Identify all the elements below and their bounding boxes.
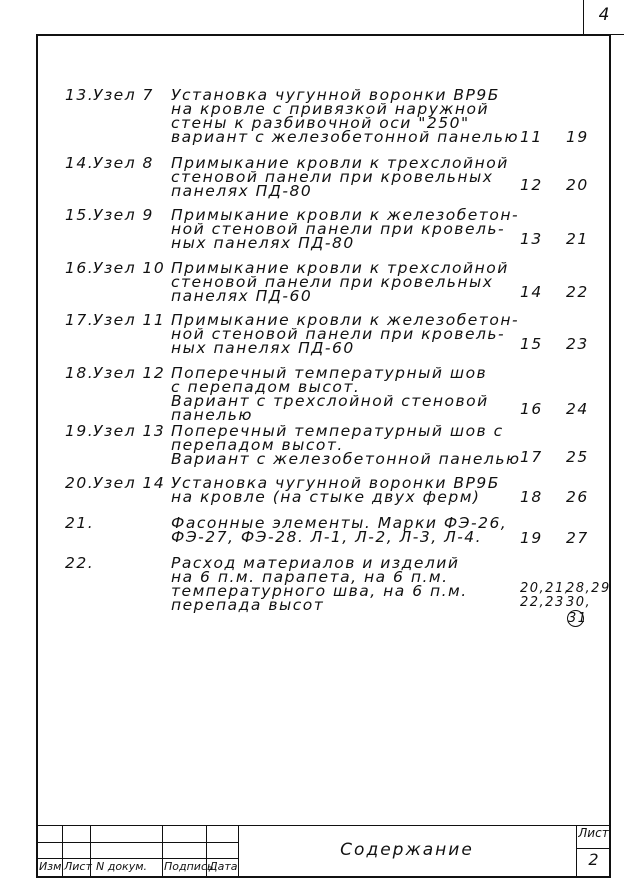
title-block-line <box>38 858 238 859</box>
title-block-line <box>38 842 238 843</box>
description-line: на кровле (на стыке двух ферм) <box>171 488 481 506</box>
description-line: Примыкание кровли к железобетон- <box>171 206 520 224</box>
row-node: Узел 10 <box>93 259 166 277</box>
sheet-ref-1: 18 <box>520 488 543 506</box>
row-number: 20. <box>65 474 95 492</box>
sheet-ref-2b-text: 30, <box>566 595 592 610</box>
circled-sheet-number: 31 <box>568 611 588 626</box>
sheet-ref-1: 16 <box>520 400 543 418</box>
description-line: ных панелях ПД-80 <box>171 234 355 252</box>
row-number: 16. <box>65 259 95 277</box>
description-line: Примыкание кровли к трехслойной <box>171 154 509 172</box>
description-line: Вариант с железобетонной панелью <box>171 450 521 468</box>
sheet-ref-1b: 22,23 <box>520 595 565 610</box>
row-node: Узел 8 <box>93 154 154 172</box>
description-line: стеновой панели при кровельных <box>171 168 494 186</box>
description-line: панелях ПД-60 <box>171 287 313 305</box>
row-description <box>171 422 521 468</box>
description-line: Вариант с трехслойной стеновой <box>171 392 489 410</box>
row-description <box>171 206 520 252</box>
col-label-izm: Изм <box>39 860 62 873</box>
description-line: Фасонные элементы. Марки ФЭ-26, <box>171 514 508 532</box>
row-number: 21. <box>65 514 95 532</box>
sheet-ref-2: 22 <box>566 283 589 301</box>
description-line: ФЭ-27, ФЭ-28. Л-1, Л-2, Л-3, Л-4. <box>171 528 483 546</box>
page-number-box <box>583 0 624 35</box>
document-title: Содержание <box>340 840 474 860</box>
title-block-line <box>576 848 609 849</box>
description-line: Установка чугунной воронки ВР9Б <box>171 474 500 492</box>
description-line: стеновой панели при кровельных <box>171 273 494 291</box>
row-description <box>171 476 516 504</box>
description-line: Поперечный температурный шов <box>171 364 488 382</box>
sheet-ref-1: 14 <box>520 283 543 301</box>
row-node: Узел 7 <box>93 86 154 104</box>
description-line: перепада высот <box>171 596 325 614</box>
row-node: Узел 13 <box>93 422 166 440</box>
sheet-number: 2 <box>588 850 599 869</box>
col-label-doc-number: N докум. <box>96 860 148 873</box>
sheet-label: Лист <box>578 826 609 840</box>
sheet-ref-1: 17 <box>520 448 543 466</box>
row-number: 22. <box>65 554 95 572</box>
row-description <box>171 156 516 198</box>
sheet-ref-1: 11 <box>520 128 543 146</box>
sheet-ref-2: 26 <box>566 488 589 506</box>
sheet-ref-2: 20 <box>566 176 589 194</box>
title-block-line <box>62 826 63 876</box>
sheet-ref-1: 12 <box>520 176 543 194</box>
title-block <box>38 825 609 876</box>
sheet-ref-2: 23 <box>566 335 589 353</box>
sheet-ref-2: 28,29 <box>566 581 611 596</box>
description-line: Примыкание кровли к трехслойной <box>171 259 509 277</box>
description-line: Примыкание кровли к железобетон- <box>171 311 520 329</box>
description-line: на кровле с привязкой наружной <box>171 100 490 118</box>
sheet-ref-2: 27 <box>566 529 589 547</box>
sheet-ref-2: 25 <box>566 448 589 466</box>
sheet-ref-1: 13 <box>520 230 543 248</box>
col-label-list: Лист <box>64 860 92 873</box>
sheet-ref-2: 19 <box>566 128 589 146</box>
description-line: стены к разбивочной оси "250" <box>171 114 470 132</box>
title-block-line <box>162 826 163 876</box>
sheet-ref-2: 21 <box>566 230 589 248</box>
row-number: 17. <box>65 311 95 329</box>
description-line: перепадом высот. <box>171 436 344 454</box>
row-node: Узел 9 <box>93 206 154 224</box>
description-line: Установка чугунной воронки ВР9Б <box>171 86 500 104</box>
row-description <box>171 366 516 422</box>
row-node: Узел 12 <box>93 364 166 382</box>
col-label-signature: Подпись <box>164 860 214 873</box>
row-description <box>171 311 520 357</box>
description-line: с перепадом высот. <box>171 378 361 396</box>
sheet-ref-1: 19 <box>520 529 543 547</box>
row-node: Узел 14 <box>93 474 166 492</box>
row-description <box>171 556 516 612</box>
row-description <box>171 261 516 303</box>
description-line: вариант с железобетонной панелью <box>171 128 520 146</box>
row-node: Узел 11 <box>93 311 166 329</box>
row-number: 18. <box>65 364 95 382</box>
description-line: на 6 п.м. парапета, на 6 п.м. <box>171 568 449 586</box>
description-line: Расход материалов и изделий <box>171 554 460 572</box>
page-number: 4 <box>598 5 610 25</box>
sheet-ref-2: 24 <box>566 400 589 418</box>
description-line: Поперечный температурный шов с <box>171 422 504 440</box>
title-block-line <box>576 826 577 876</box>
sheet-ref-1: 20,21, <box>520 581 571 596</box>
row-number: 14. <box>65 154 95 172</box>
description-line: температурного шва, на 6 п.м. <box>171 582 468 600</box>
description-line: ной стеновой панели при кровель- <box>171 325 506 343</box>
description-line: ной стеновой панели при кровель- <box>171 220 506 238</box>
row-number: 19. <box>65 422 95 440</box>
description-line: панелью <box>171 406 253 424</box>
row-number: 13. <box>65 86 95 104</box>
row-description <box>171 516 516 544</box>
description-line: ных панелях ПД-60 <box>171 339 355 357</box>
sheet-ref-2b <box>566 596 609 627</box>
description-line: панелях ПД-80 <box>171 182 313 200</box>
document-frame <box>36 34 611 878</box>
sheet-ref-1: 15 <box>520 335 543 353</box>
row-description <box>171 86 520 146</box>
row-number: 15. <box>65 206 95 224</box>
col-label-date: Дата <box>209 860 238 873</box>
